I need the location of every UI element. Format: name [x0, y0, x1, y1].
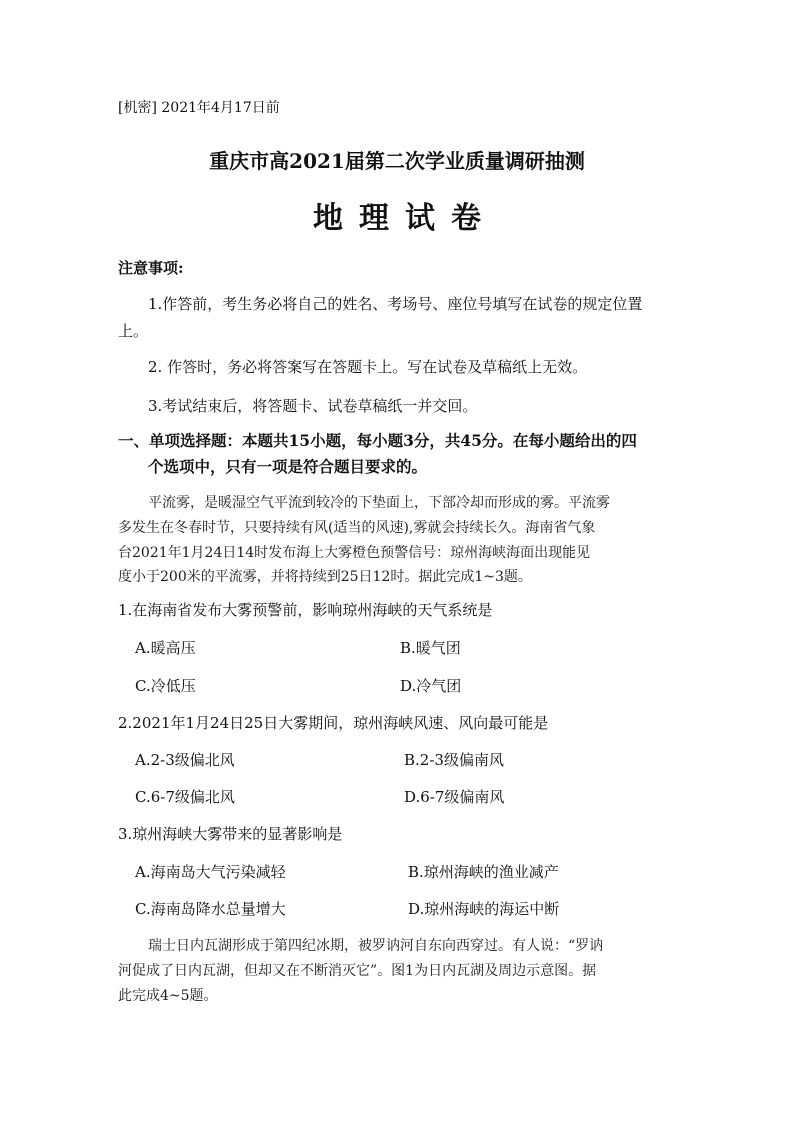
question-2-stem: 2.2021年1月24日25日大雾期间，琼州海峡风速、风向最可能是	[118, 714, 549, 732]
passage-2-line-3: 此完成4~5题。	[118, 988, 218, 1004]
notice-item-1-continued: 上。	[118, 322, 149, 340]
notice-item-1: 1.作答前，考生务必将自己的姓名、考场号、座位号填写在试卷的规定位置	[148, 295, 643, 313]
notice-heading: 注意事项:	[118, 259, 184, 277]
passage-1-line-1: 平流雾，是暖湿空气平流到较冷的下垫面上，下部冷却而形成的雾。平流雾	[148, 495, 610, 511]
question-2-option-c: C.6-7级偏北风	[135, 788, 235, 806]
section-heading-continued: 个选项中，只有一项是符合题目要求的。	[148, 457, 428, 476]
question-3-stem: 3.琼州海峡大雾带来的显著影响是	[118, 825, 343, 843]
question-3-option-c: C.海南岛降水总量增大	[135, 900, 286, 918]
question-2-option-a: A.2-3级偏北风	[135, 751, 235, 769]
section-heading: 一、单项选择题：本题共15小题，每小题3分，共45分。在每小题给出的四	[118, 431, 637, 450]
passage-2-line-2: 河促成了日内瓦湖，但却又在不断消灭它”。图1为日内瓦湖及周边示意图。据	[118, 963, 597, 979]
confidential-note: [机密] 2021年4月17日前	[118, 100, 280, 116]
question-3-option-d: D.琼州海峡的海运中断	[408, 900, 560, 918]
question-1-option-a: A.暖高压	[135, 639, 196, 657]
notice-item-2: 2. 作答时，务必将答案写在答题卡上。写在试卷及草稿纸上无效。	[148, 358, 588, 376]
question-1-option-d: D.冷气团	[400, 677, 462, 695]
question-3-option-a: A.海南岛大气污染减轻	[135, 863, 286, 881]
question-2-option-d: D.6-7级偏南风	[404, 788, 505, 806]
question-1-stem: 1.在海南省发布大雾预警前，影响琼州海峡的天气系统是	[118, 601, 493, 619]
exam-title: 地理试卷	[313, 201, 497, 236]
passage-1-line-3: 台2021年1月24日14时发布海上大雾橙色预警信号：琼州海峡海面出现能见	[118, 545, 591, 561]
passage-1-line-4: 度小于200米的平流雾，并将持续到25日12时。据此完成1~3题。	[118, 569, 532, 585]
passage-2-line-1: 瑞士日内瓦湖形成于第四纪冰期，被罗讷河自东向西穿过。有人说：“罗讷	[148, 938, 604, 954]
question-1-option-b: B.暖气团	[400, 639, 461, 657]
question-3-option-b: B.琼州海峡的渔业减产	[408, 863, 559, 881]
notice-item-3: 3.考试结束后，将答题卡、试卷草稿纸一并交回。	[148, 397, 478, 415]
question-1-option-c: C.冷低压	[135, 677, 196, 695]
exam-subtitle: 重庆市高2021届第二次学业质量调研抽测	[209, 149, 585, 173]
question-2-option-b: B.2-3级偏南风	[404, 751, 504, 769]
passage-1-line-2: 多发生在冬春时节，只要持续有风(适当的风速),雾就会持续长久。海南省气象	[118, 520, 596, 536]
